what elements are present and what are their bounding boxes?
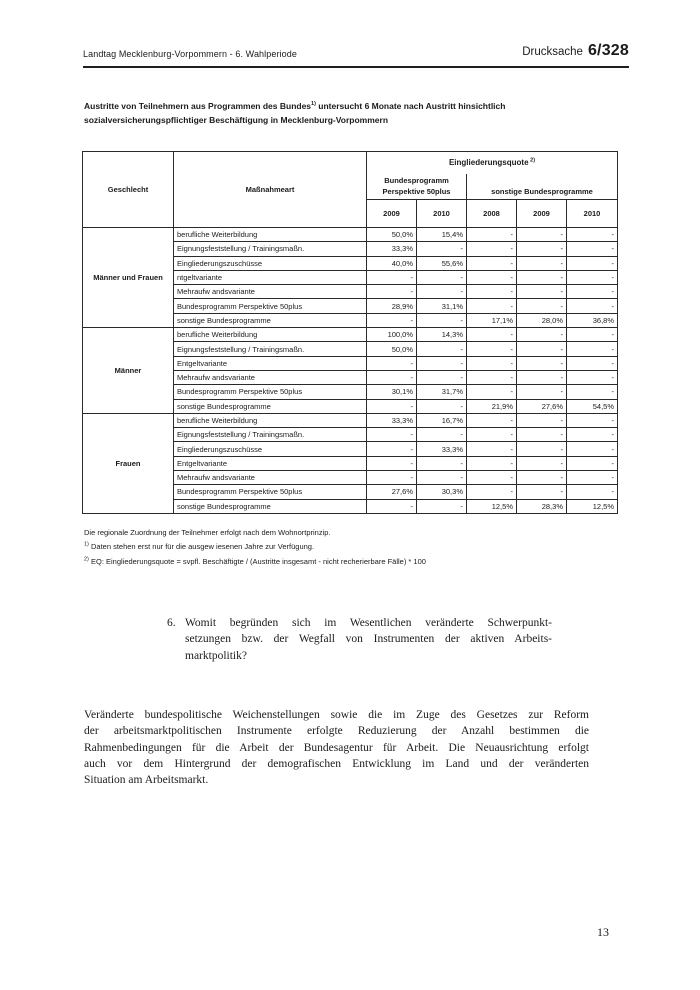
value-cell: - (417, 471, 467, 485)
text-line: auch vor dem Hintergrund der demografischen Entwicklung im Land und der veränderten (84, 758, 589, 771)
drucksache-label: Drucksache (522, 46, 583, 58)
value-cell: - (367, 471, 417, 485)
footnote-line: $^{1)}$ Daten stehen erst nur für die ausgew iesenen Jahre zur Verfügung. (84, 541, 315, 552)
measure-cell: berufliche Weiterbildung (174, 228, 367, 242)
value-cell: 30,1% (367, 385, 417, 399)
value-cell: - (567, 228, 618, 242)
measure-cell: berufliche Weiterbildung (174, 413, 367, 427)
column-group-perspektive-50plus (367, 174, 467, 200)
value-cell: - (467, 328, 517, 342)
value-cell: - (517, 413, 567, 427)
measure-cell: Eignungsfeststellung / Trainingsmaßn. (174, 342, 367, 356)
column-header-eingliederungsquote (367, 152, 618, 174)
value-cell: - (367, 270, 417, 284)
column-group-sonstige-bundesprogramme: sonstige Bundesprogramme (467, 174, 618, 200)
eingliederungsquote-table (82, 151, 618, 514)
measure-cell: ntgeltvariante (174, 270, 367, 284)
value-cell: 31,7% (417, 385, 467, 399)
value-cell: 40,0% (367, 256, 417, 270)
value-cell: 28,0% (517, 313, 567, 327)
value-cell: - (517, 471, 567, 485)
table-row (83, 328, 618, 342)
measure-cell: Entgeltvariante (174, 456, 367, 470)
value-cell: - (517, 428, 567, 442)
value-cell: - (467, 299, 517, 313)
measure-cell: sonstige Bundesprogramme (174, 399, 367, 413)
year-header-cell: 2008 (467, 200, 517, 228)
value-cell: 16,7% (417, 413, 467, 427)
measure-cell: Eingliederungszuschüsse (174, 442, 367, 456)
value-cell: 36,8% (567, 313, 618, 327)
footnote-line: $^{2)}$ EQ: Eingliederungsquote = svpfl. Beschäftigte / (Austritte insgesamt - nicht recherierbare Fälle) * 100 (84, 556, 426, 566)
measure-cell: Mehraufw andsvariante (174, 471, 367, 485)
question-text (185, 615, 552, 664)
header-row-1 (83, 152, 618, 174)
measure-cell: Eignungsfeststellung / Trainingsmaßn. (174, 428, 367, 442)
value-cell: 100,0% (367, 328, 417, 342)
value-cell: 21,9% (467, 399, 517, 413)
value-cell: - (417, 456, 467, 470)
footnote-ref-1: 1) (311, 101, 316, 108)
value-cell: 28,9% (367, 299, 417, 313)
value-cell: 12,5% (467, 499, 517, 513)
table-title (84, 99, 629, 127)
value-cell: - (467, 456, 517, 470)
value-cell: - (467, 228, 517, 242)
year-header-cell: 2010 (417, 200, 467, 228)
value-cell: - (467, 413, 517, 427)
value-cell: 17,1% (467, 313, 517, 327)
perspektive-line2: Perspektive 50plus (382, 186, 451, 196)
value-cell: - (417, 242, 467, 256)
measure-cell: Eingliederungszuschüsse (174, 256, 367, 270)
value-cell: - (567, 471, 618, 485)
text-line: setzungen bzw. der Wegfall von Instrumenten der aktiven Arbeits- (185, 633, 552, 646)
table-row (83, 413, 618, 427)
title-line2: sozialversicherungspflichtiger Beschäftigung in Mecklenburg-Vorpommern (84, 115, 389, 125)
text-line: Womit begründen sich im Wesentlichen veränderte Schwerpunkt- (185, 617, 552, 629)
eq-label: Eingliederungsquote (448, 158, 529, 168)
value-cell: - (517, 299, 567, 313)
value-cell: - (367, 370, 417, 384)
text-line: Situation am Arbeitsmarkt. (84, 774, 209, 787)
value-cell: - (417, 270, 467, 284)
gender-group-label: Männer (83, 328, 174, 414)
value-cell: - (567, 342, 618, 356)
footnote-marker: 1) (84, 541, 89, 548)
value-cell: - (567, 328, 618, 342)
value-cell: - (367, 285, 417, 299)
question-6 (167, 615, 552, 664)
measure-cell: Bundesprogramm Perspektive 50plus (174, 385, 367, 399)
measure-cell: berufliche Weiterbildung (174, 328, 367, 342)
value-cell: - (567, 413, 618, 427)
value-cell: - (367, 499, 417, 513)
value-cell: 50,0% (367, 228, 417, 242)
value-cell: - (567, 456, 618, 470)
gender-group-label: Frauen (83, 413, 174, 513)
year-header-cell: 2010 (567, 200, 618, 228)
value-cell: - (367, 399, 417, 413)
value-cell: - (417, 370, 467, 384)
value-cell: - (517, 370, 567, 384)
measure-cell: Entgeltvariante (174, 356, 367, 370)
value-cell: - (417, 285, 467, 299)
value-cell: - (517, 456, 567, 470)
column-header-geschlecht: Geschlecht (83, 152, 174, 228)
value-cell: - (467, 242, 517, 256)
measure-cell: Mehraufw andsvariante (174, 285, 367, 299)
value-cell: 33,3% (367, 413, 417, 427)
value-cell: 14,3% (417, 328, 467, 342)
value-cell: 33,3% (367, 242, 417, 256)
value-cell: - (567, 428, 618, 442)
value-cell: - (567, 485, 618, 499)
value-cell: - (517, 256, 567, 270)
value-cell: - (567, 299, 618, 313)
page-number: 13 (597, 925, 609, 939)
value-cell: - (567, 285, 618, 299)
value-cell: 50,0% (367, 342, 417, 356)
value-cell: - (517, 485, 567, 499)
value-cell: - (467, 256, 517, 270)
value-cell: 27,6% (517, 399, 567, 413)
value-cell: 28,3% (517, 499, 567, 513)
text-line: der arbeitsmarktpolitischen Instrumente erfolgte Reduzierung der Anzahl bestimmen die (84, 725, 589, 738)
value-cell: - (417, 356, 467, 370)
value-cell: - (467, 471, 517, 485)
value-cell: - (467, 370, 517, 384)
value-cell: - (567, 242, 618, 256)
year-header-cell: 2009 (517, 200, 567, 228)
value-cell: - (367, 442, 417, 456)
value-cell: - (467, 385, 517, 399)
footnote-ref-2: 2) (530, 157, 536, 164)
measure-cell: Bundesprogramm Perspektive 50plus (174, 485, 367, 499)
value-cell: - (417, 399, 467, 413)
value-cell: - (367, 456, 417, 470)
perspektive-line1: Bundesprogramm (384, 176, 449, 185)
measure-cell: sonstige Bundesprogramme (174, 313, 367, 327)
header-rule (83, 66, 629, 68)
value-cell: - (417, 313, 467, 327)
measure-cell: Bundesprogramm Perspektive 50plus (174, 299, 367, 313)
title-line1-post: untersucht 6 Monate nach Austritt hinsichtlich (315, 101, 506, 111)
value-cell: - (567, 356, 618, 370)
value-cell: - (517, 328, 567, 342)
value-cell: 30,3% (417, 485, 467, 499)
value-cell: 54,5% (567, 399, 618, 413)
footnote-line: Die regionale Zuordnung der Teilnehmer erfolgt nach dem Wohnortprinzip. (84, 528, 331, 537)
measure-cell: Mehraufw andsvariante (174, 370, 367, 384)
footnotes (84, 526, 624, 569)
value-cell: - (517, 242, 567, 256)
value-cell: - (517, 356, 567, 370)
table-row (83, 228, 618, 242)
text-line: Rahmenbedingungen für die Arbeit der Bundesagentur für Arbeit. Die Neuausrichtung erfolgt (84, 741, 589, 754)
table-body (83, 228, 618, 514)
value-cell: - (567, 385, 618, 399)
measure-cell: sonstige Bundesprogramme (174, 499, 367, 513)
value-cell: - (517, 270, 567, 284)
running-header-right (522, 42, 629, 60)
value-cell: - (567, 370, 618, 384)
value-cell: - (467, 285, 517, 299)
value-cell: 27,6% (367, 485, 417, 499)
value-cell: - (467, 270, 517, 284)
drucksache-number: 6/328 (587, 42, 629, 59)
running-header-left: Landtag Mecklenburg-Vorpommern - 6. Wahlperiode (83, 49, 297, 59)
gender-group-label: Männer und Frauen (83, 228, 174, 328)
footnote-marker: 2) (84, 556, 89, 563)
value-cell: - (417, 428, 467, 442)
title-line1-pre: Austritte von Teilnehmern aus Programmen des Bundes (84, 101, 312, 111)
value-cell: - (517, 442, 567, 456)
text-line: Veränderte bundespolitische Weichenstellungen sowie die im Zuge des Gesetzes zur Reform (84, 709, 589, 721)
value-cell: - (567, 270, 618, 284)
value-cell: - (417, 499, 467, 513)
value-cell: - (467, 356, 517, 370)
year-header-cell: 2009 (367, 200, 417, 228)
value-cell: - (517, 285, 567, 299)
value-cell: - (567, 442, 618, 456)
column-header-massnahmeart: Maßnahmeart (174, 152, 367, 228)
value-cell: - (517, 228, 567, 242)
value-cell: - (467, 428, 517, 442)
value-cell: - (367, 356, 417, 370)
value-cell: - (567, 256, 618, 270)
value-cell: 15,4% (417, 228, 467, 242)
value-cell: - (467, 342, 517, 356)
value-cell: 31,1% (417, 299, 467, 313)
value-cell: - (467, 442, 517, 456)
text-line: marktpolitik? (185, 649, 247, 662)
value-cell: - (467, 485, 517, 499)
value-cell: 33,3% (417, 442, 467, 456)
value-cell: - (517, 385, 567, 399)
answer-paragraph (84, 707, 589, 789)
value-cell: - (517, 342, 567, 356)
question-number: 6. (167, 617, 176, 629)
value-cell: 55,6% (417, 256, 467, 270)
value-cell: - (417, 342, 467, 356)
value-cell: 12,5% (567, 499, 618, 513)
measure-cell: Eignungsfeststellung / Trainingsmaßn. (174, 242, 367, 256)
value-cell: - (367, 428, 417, 442)
value-cell: - (367, 313, 417, 327)
